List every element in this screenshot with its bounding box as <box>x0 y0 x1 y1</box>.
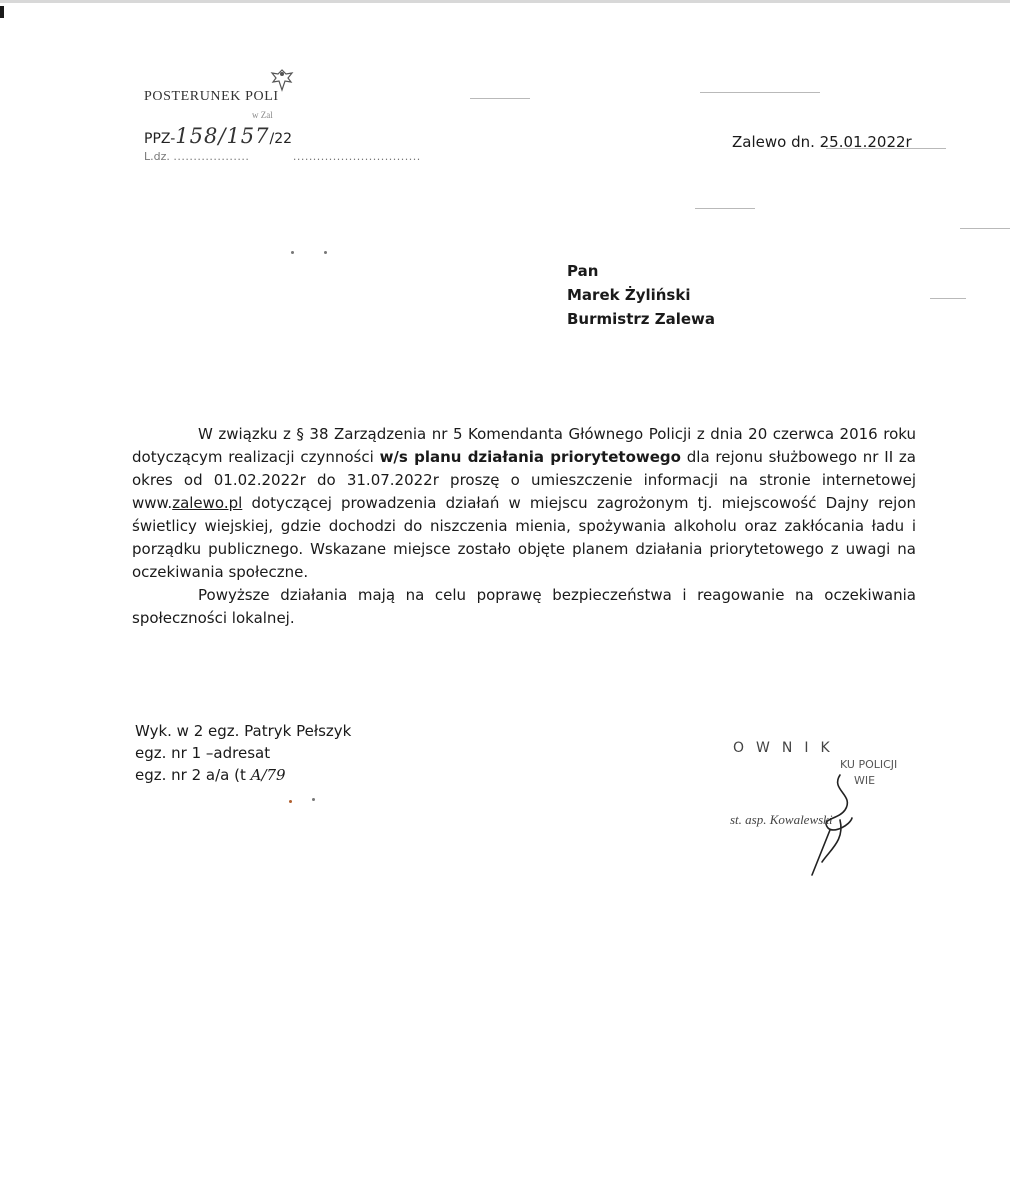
ref-prefix: PPZ- <box>144 131 176 147</box>
recipient-block <box>567 259 715 331</box>
seal-officer-name: st. asp. Kowalewski <box>730 812 833 827</box>
footer-copies <box>135 720 351 786</box>
body-paragraph-1 <box>132 423 916 584</box>
scan-mark <box>0 6 4 18</box>
footer-line-3 <box>135 764 351 786</box>
body-text-1c: dotyczącej prowadzenia działań w miejscu zagrożonym tj. miejscowość Dajny rejon świetlicy wiejskiej, gdzie dochodzi do niszczenia mienia, spożywania alkoholu oraz zakłócania ładu i porządku publicznego. Wskazane miejsce zostało objęte planem działania priorytetowego z uwagi na oczekiwania społeczne. <box>132 494 916 581</box>
pen-stroke <box>960 228 1010 229</box>
ink-dot <box>312 798 315 801</box>
reference-number <box>144 124 292 148</box>
body-text-1a: W związku z § 38 Zarządzenia nr 5 Komendanta Głównego Policji z dnia 20 czerwca 2016 roku dotyczącym realizacji czynności <box>132 425 916 466</box>
website-link: zalewo.pl <box>172 494 243 512</box>
ink-dot <box>289 800 292 803</box>
stamp-location: w Zal <box>252 110 273 120</box>
letter-body <box>132 423 916 630</box>
footer-line-2: egz. nr 1 –adresat <box>135 744 271 762</box>
recipient-name: Marek Żyliński <box>567 286 691 304</box>
letter-date: Zalewo dn. 25.01.2022r <box>732 133 912 151</box>
footer-line-1: Wyk. w 2 egz. Patryk Pełszyk <box>135 722 352 740</box>
pen-stroke <box>700 92 820 93</box>
ink-dot <box>291 251 294 254</box>
ldz-dots-right: ................................ <box>292 150 421 163</box>
ldz-label: L.dz. <box>144 150 170 163</box>
ldz-field <box>144 150 421 163</box>
body-text-bold: w/s planu działania priorytetowego <box>379 448 681 466</box>
footer-line-3-prefix: egz. nr 2 a/a (t <box>135 766 251 784</box>
seal-title: OWNIK <box>733 740 842 756</box>
pen-stroke <box>695 208 755 209</box>
ref-suffix: /22 <box>269 131 293 147</box>
stamp-station-name: POSTERUNEK POLI <box>144 89 279 104</box>
body-text-1b: dla rejonu służbowego nr II za okres od 01.02.2022r do 31.07.2022r proszę o umieszczenie informacji na stronie internetowej www. <box>132 448 916 512</box>
recipient-title: Burmistrz Zalewa <box>567 310 716 328</box>
ldz-dots: ................... <box>173 150 250 163</box>
ref-handwritten: 158/157 <box>175 124 270 148</box>
seal-subtitle: KU POLICJI <box>840 758 898 771</box>
recipient-salutation: Pan <box>567 262 599 280</box>
pen-stroke <box>470 98 530 99</box>
seal-subtitle-2: WIE <box>854 774 876 787</box>
footer-handwritten: A/79 <box>250 766 286 784</box>
pen-stroke <box>930 298 966 299</box>
ink-dot <box>324 251 327 254</box>
signature-icon <box>800 770 870 880</box>
scan-top-edge <box>0 0 1010 3</box>
body-paragraph-2: Powyższe działania mają na celu poprawę bezpieczeństwa i reagowanie na oczekiwania społeczności lokalnej. <box>132 586 916 627</box>
